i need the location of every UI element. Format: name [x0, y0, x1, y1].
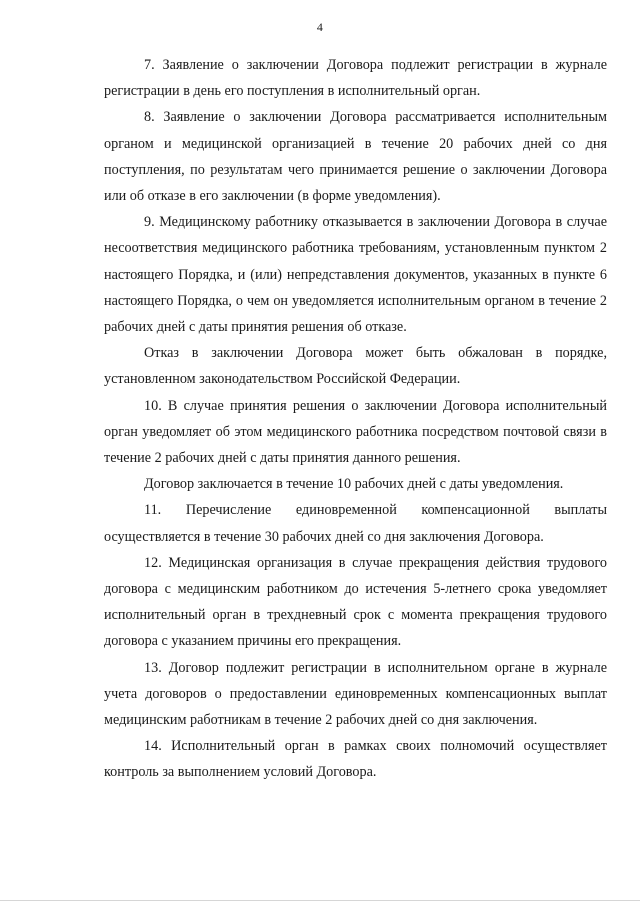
- paragraph-12: 12. Медицинская организация в случае прекращения действия трудового договора с медицинским работником до истечения 5-летнего срока уведомляет исполнительный орган в трехдневный срок с момента прекращения трудового договора с указанием причины его прекращения.: [104, 554, 607, 650]
- paragraph-9: 9. Медицинскому работнику отказывается в заключении Договора в случае несоответствия медицинского работника требованиям, установленным пунктом 2 настоящего Порядка, и (или) непредставления документов, указанных в пункте 6 настоящего Порядка, о чем он уведомляется исполнительным органом в течение 2 рабочих дней с даты принятия решения об отказе.: [104, 214, 607, 336]
- paragraph-8: 8. Заявление о заключении Договора рассматривается исполнительным органом и медицинской организацией в течение 20 рабочих дней со дня поступления, по результатам чего принимается решение о заключении Договора или об отказе в его заключении (в форме уведомления).: [104, 109, 607, 205]
- paragraph-7: 7. Заявление о заключении Договора подлежит регистрации в журнале регистрации в день его поступления в исполнительный орган.: [104, 57, 607, 100]
- page-number: 4: [316, 20, 324, 34]
- paragraph-11: 11. Перечисление единовременной компенсационной выплаты осуществляется в течение 30 рабочих дней со дня заключения Договора.: [104, 502, 607, 545]
- page-bottom-divider: [0, 900, 640, 901]
- paragraph-contract-term: Договор заключается в течение 10 рабочих дней с даты уведомления.: [144, 476, 564, 493]
- document-body: [104, 52, 607, 786]
- paragraph-refusal-appeal: Отказ в заключении Договора может быть обжалован в порядке, установленном законодательством Российской Федерации.: [104, 345, 607, 388]
- paragraph-13: 13. Договор подлежит регистрации в исполнительном органе в журнале учета договоров о предоставлении единовременных компенсационных выплат медицинским работникам в течение 2 рабочих дней со дня заключения.: [104, 659, 607, 729]
- paragraph-10: 10. В случае принятия решения о заключении Договора исполнительный орган уведомляет об этом медицинского работника посредством почтовой связи в течение 2 рабочих дней с даты принятия данного решения.: [104, 397, 607, 467]
- paragraph-14: 14. Исполнительный орган в рамках своих полномочий осуществляет контроль за выполнением условий Договора.: [104, 738, 607, 781]
